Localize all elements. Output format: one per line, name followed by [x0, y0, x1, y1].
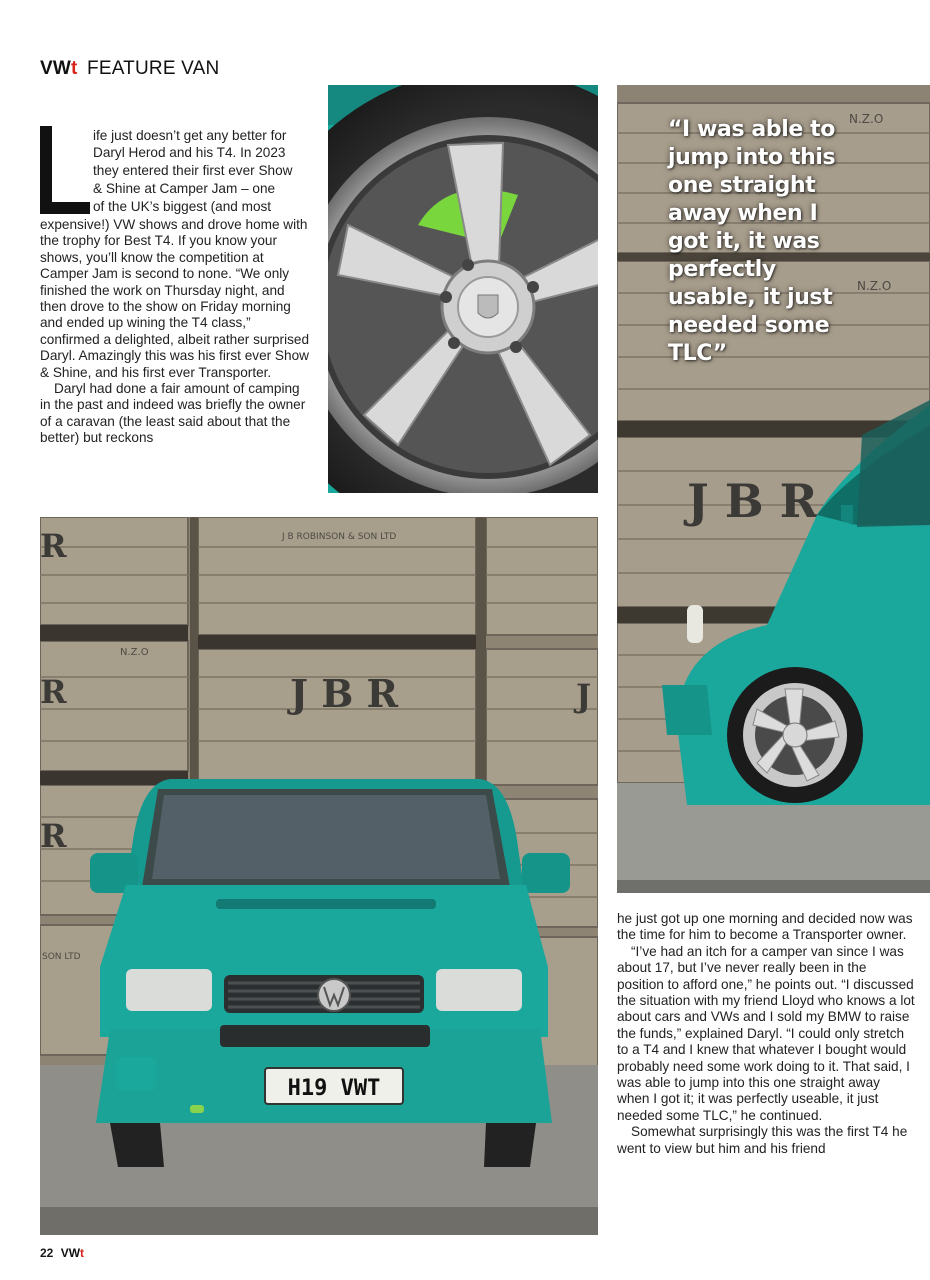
crate-small-text: N.Z.O: [857, 279, 892, 293]
footer-logo-vw: VW: [60, 1246, 81, 1260]
section-title: FEATURE VAN: [87, 58, 220, 79]
lead-line-1: ife just doesn’t get any better for: [93, 128, 287, 143]
crate-label-text: J B ROBINSON & SON LTD: [282, 532, 397, 542]
paragraph: he just got up one morning and decided now was the time for him to become a Transporter owner.: [617, 911, 913, 943]
lead-line-2: Daryl Herod and his T4. In 2023: [93, 145, 286, 160]
page-footer: [40, 1246, 84, 1260]
crate-stencil-text: J: [576, 677, 592, 715]
paragraph: Daryl had done a fair amount of camping in the past and indeed was briefly the owner of a caravan (the least said about that the better) but reckons: [40, 381, 306, 446]
page-number: 22: [40, 1246, 54, 1260]
crate-stencil-text: R: [40, 673, 67, 711]
magazine-logo-vw: VW: [40, 58, 72, 79]
article-column-1: [40, 217, 312, 447]
number-plate-text: H19 VWT: [287, 1076, 381, 1101]
footer-logo-t: t: [80, 1246, 85, 1260]
pull-quote: “I was able to jump into this one straight away when I got it, it was perfectly usable, it just needed some TLC”: [668, 117, 836, 366]
crate-small-text: N.Z.O: [849, 112, 884, 126]
article-column-2: [617, 911, 915, 1157]
lead-line-5: of the UK’s biggest (and most: [93, 199, 272, 214]
wheel-closeup-photo: [328, 85, 598, 493]
paragraph: Somewhat surprisingly this was the first T4 he went to view but him and his friend: [617, 1124, 908, 1156]
crate-small-text: N.Z.O: [120, 647, 149, 658]
lead-line-4: & Shine at Camper Jam – one: [93, 181, 276, 196]
crate-label-text: SON LTD: [42, 952, 81, 962]
crate-stencil-text: R: [40, 817, 67, 855]
crate-stencil-text: J B R: [687, 474, 818, 528]
van-front-photo: [40, 517, 598, 1235]
lead-line-3: they entered their first ever Show: [93, 163, 293, 178]
paragraph: expensive!) VW shows and drove home with the trophy for Best T4. If you know your shows, you’ll know the competition at Camper Jam is second to none. “We only finished the work on Thursday night, and then drove to the show on Friday morning and ended up wining the T4 class,” confirmed a delighted, albeit rather surprised Daryl. Amazingly this was his first ever Show & Shine, and his first ever Transporter.: [40, 217, 310, 380]
crate-stencil-text: J B R: [290, 671, 399, 716]
paragraph: “I’ve had an itch for a camper van since I was about 17, but I’ve never really been in the position to afford one,” he points out. “I discussed the situation with my friend Lloyd who knows a lot about cars and VWs and I sold my BMW to raise the funds,” explained Daryl. “I could only stretch to a T4 and I knew that whatever I bought would probably need some work doing to it. That said, I was able to jump into this one straight away when I got it; it was perfectly useable, it just needed some TLC,” he continued.: [617, 943, 915, 1123]
section-header: [40, 58, 219, 80]
drop-cap: [40, 126, 90, 214]
crate-stencil-text: R: [40, 527, 67, 565]
magazine-logo-t: t: [71, 58, 78, 79]
